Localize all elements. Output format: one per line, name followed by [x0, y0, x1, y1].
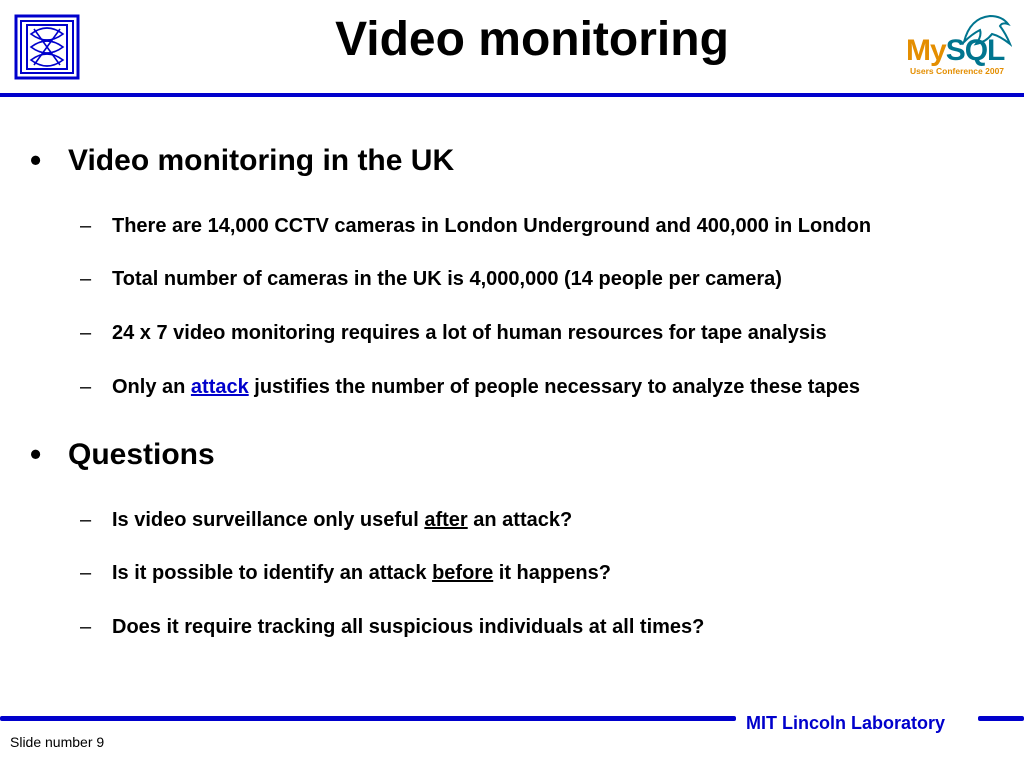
bullet-icon: •	[30, 436, 42, 472]
slide-title: Video monitoring	[335, 13, 729, 66]
dash-icon: –	[80, 509, 92, 531]
emphasis-before: before	[432, 562, 494, 584]
dash-icon: –	[80, 562, 92, 584]
dash-icon: –	[80, 376, 92, 398]
emphasis-after: after	[424, 509, 468, 531]
sub-item-text: Is it possible to identify an attack before it happens?	[112, 562, 611, 584]
slide-number: Slide number 9	[10, 734, 105, 750]
dash-icon: –	[80, 268, 92, 290]
attack-link[interactable]: attack	[190, 376, 249, 398]
bullet-text: Questions	[68, 438, 215, 471]
bullet-icon: •	[30, 142, 42, 178]
sub-item-text: Only an attack justifies the number of people necessary to analyze these tapes	[112, 376, 861, 398]
dash-icon: –	[80, 616, 92, 638]
bullet-text: Video monitoring in the UK	[68, 144, 455, 177]
dash-icon: –	[80, 322, 92, 344]
header-divider	[0, 93, 1024, 97]
dash-icon: –	[80, 215, 92, 237]
mysql-logo	[906, 12, 1012, 82]
sub-item-text: Total number of cameras in the UK is 4,000,000 (14 people per camera)	[112, 268, 782, 290]
footer-divider-left	[0, 716, 736, 721]
mysql-caption: Users Conference 2007	[910, 66, 1005, 76]
sub-item-text: Does it require tracking all suspicious individuals at all times?	[112, 616, 705, 638]
sub-item-text: 24 x 7 video monitoring requires a lot of human resources for tape analysis	[112, 322, 827, 344]
footer-brand: MIT Lincoln Laboratory	[746, 713, 946, 733]
footer-divider-right	[978, 716, 1024, 721]
sub-item-text: There are 14,000 CCTV cameras in London Underground and 400,000 in London	[112, 215, 872, 237]
mysql-wordmark: MySQL	[906, 34, 1005, 67]
sub-item-text: Is video surveillance only useful after an attack?	[112, 509, 573, 531]
